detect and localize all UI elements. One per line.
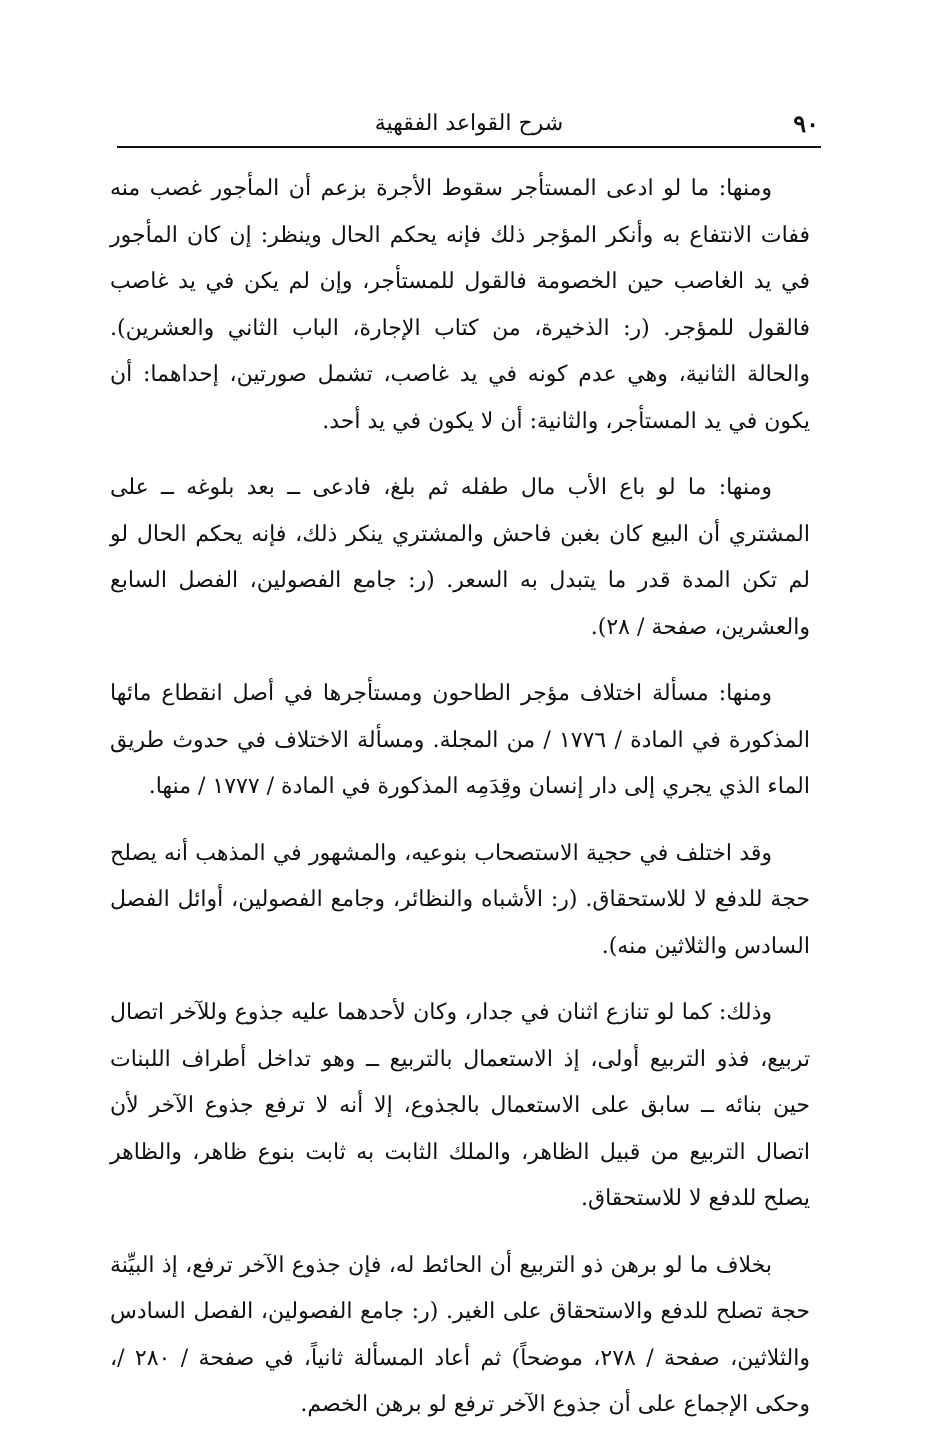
paragraph: وقد اختلف في حجية الاستصحاب بنوعيه، والمشهور في المذهب أنه يصلح حجة للدفع لا للاستحقاق. (ر: الأشباه والنظائر، وجامع الفصولين، أوائل الفصل السادس والثلاثين منه). [110,840,810,959]
paragraph: وذلك: كما لو تنازع اثنان في جدار، وكان لأحدهما عليه جذوع وللآخر اتصال تربيع، فذو التربيع أولى، إذ الاستعمال بالتربيع ــ وهو تداخل أطراف اللبنات حين بنائه ــ سابق على الاستعمال بالجذوع، إلا أنه لا ترفع جذوع الآخر لأن اتصال التربيع من قبيل الظاهر، والملك الثابت به ثابت بنوع ظاهر، والظاهر يصلح للدفع لا للاستحقاق. [110,1000,810,1211]
paragraph: ومنها: ما لو باع الأب مال طفله ثم بلغ، فادعى ــ بعد بلوغه ــ على المشتري أن البيع كان بغبن فاحش والمشتري ينكر ذلك، فإنه يحكم الحال لو لم تكن المدة قدر ما يتبدل به السعر. (ر: جامع الفصولين، الفصل السابع والعشرين، صفحة / ٢٨). [110,475,810,640]
page-body [110,166,810,1449]
page-header [117,106,821,148]
paragraph: بخلاف ما لو برهن ذو التربيع أن الحائط له، فإن جذوع الآخر ترفع، إذ البيِّنة حجة تصلح للدفع والاستحقاق على الغير. (ر: جامع الفصولين، الفصل السادس والثلاثين، صفحة / ٢٧٨، موضحاً) ثم أعاد المسألة ثانياً، في صفحة / ٢٨٠ /، وحكى الإجماع على أن جذوع الآخر ترفع لو برهن الخصم. [110,1252,810,1417]
running-title: شرح القواعد الفقهية [374,111,564,136]
page-number: ٩٠ [793,109,819,138]
paragraph: ومنها: ما لو ادعى المستأجر سقوط الأجرة بزعم أن المأجور غصب منه ففات الانتفاع به وأنكر المؤجر ذلك فإنه يحكم الحال وينظر: إن كان المأجور في يد الغاصب حين الخصومة فالقول للمستأجر، وإن لم يكن في يد غاصب فالقول للمؤجر. (ر: الذخيرة، من كتاب الإجارة، الباب الثاني والعشرين). والحالة الثانية، وهي عدم كونه في يد غاصب، تشمل صورتين، إحداهما: أن يكون في يد المستأجر، والثانية: أن لا يكون في يد أحد. [110,176,810,434]
paragraph: ومنها: مسألة اختلاف مؤجر الطاحون ومستأجرها في أصل انقطاع مائها المذكورة في المادة / ١٧٧٦ / من المجلة. ومسألة الاختلاف في حدوث طريق الماء الذي يجري إلى دار إنسان وقِدَمِه المذكورة في المادة / ١٧٧٧ / منها. [110,681,811,799]
